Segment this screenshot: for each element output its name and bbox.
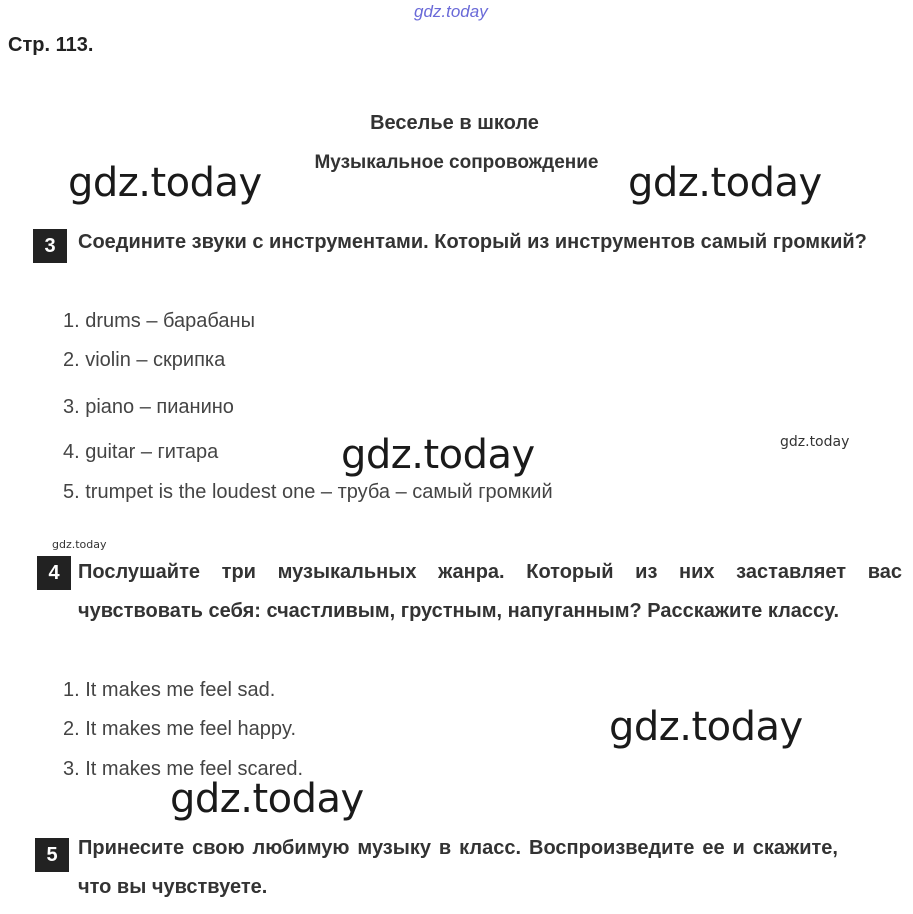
answer-item: 1. drums – барабаны: [63, 310, 255, 332]
page-number: Стр. 113.: [8, 34, 94, 56]
watermark: gdz.today: [341, 432, 535, 478]
task-number-badge: 3: [33, 229, 67, 263]
watermark: gdz.today: [780, 434, 850, 450]
watermark-top: gdz.today: [414, 2, 488, 21]
answer-item: 5. trumpet is the loudest one – труба – самый громкий: [63, 481, 553, 503]
watermark: gdz.today: [68, 160, 262, 206]
task-number-badge: 5: [35, 838, 69, 872]
task-text: Принесите свою любимую музыку в класс. Воспроизведите ее и скажите, что вы чувствуете.: [78, 837, 838, 898]
answer-item: 2. violin – скрипка: [63, 349, 226, 371]
task-number-badge: 4: [37, 556, 71, 590]
watermark: gdz.today: [170, 776, 364, 822]
answer-item: 4. guitar – гитара: [63, 441, 219, 463]
subsection-title: Музыкальное сопровождение: [314, 152, 599, 173]
task-text: Соедините звуки с инструментами. Который из инструментов самый громкий?: [78, 231, 867, 253]
answer-item: 2. It makes me feel happy.: [63, 718, 297, 740]
answer-item: 3. piano – пианино: [63, 396, 234, 418]
watermark: gdz.today: [52, 538, 107, 551]
answer-item: 3. It makes me feel scared.: [63, 758, 304, 780]
watermark: gdz.today: [609, 704, 803, 750]
section-title: Веселье в школе: [370, 112, 539, 134]
task-text: Послушайте три музыкальных жанра. Который из них заставляет вас чувствовать себя: счастливым, грустным, напуганным? Расскажите классу.: [78, 561, 902, 622]
answer-item: 1. It makes me feel sad.: [63, 679, 276, 701]
watermark: gdz.today: [628, 160, 822, 206]
